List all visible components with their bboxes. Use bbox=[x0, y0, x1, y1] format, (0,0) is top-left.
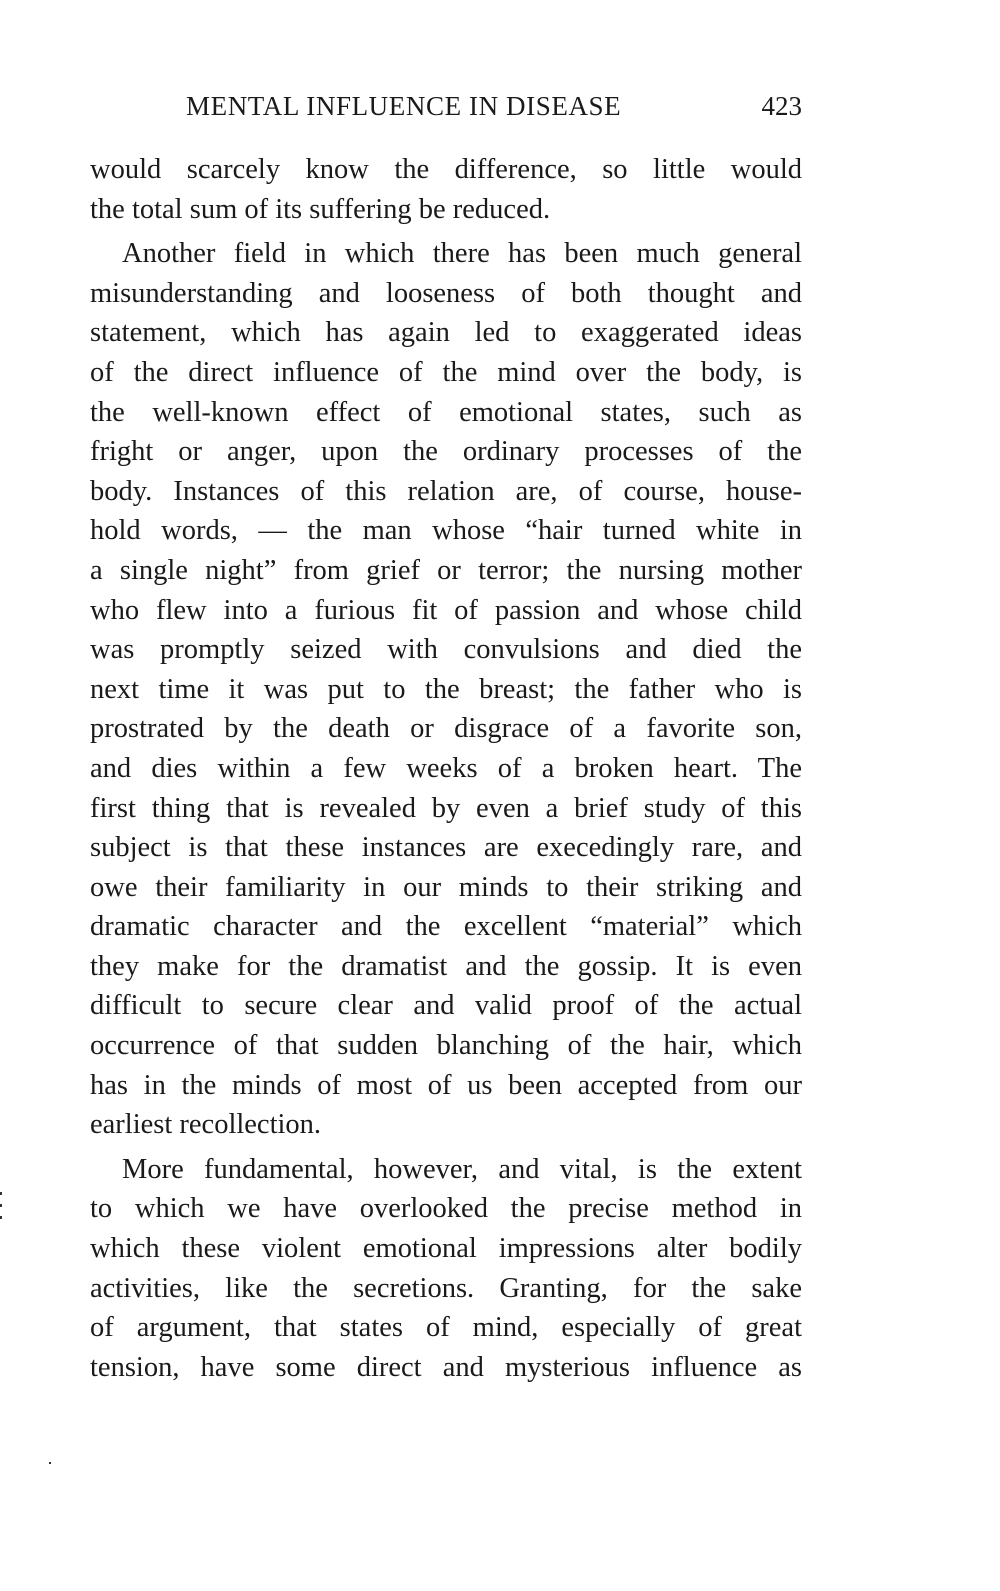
text-line: first thing that is revealed by even a brief study of this bbox=[90, 792, 802, 824]
text-line: a single night” from grief or terror; the nursing mother bbox=[90, 554, 802, 586]
page-number: 423 bbox=[761, 91, 802, 121]
paragraph-2 bbox=[90, 234, 802, 1145]
text-line: they make for the dramatist and the gossip. It is even bbox=[90, 950, 802, 982]
text-line: fright or anger, upon the ordinary processes of the bbox=[90, 436, 802, 468]
text-line: the well-known effect of emotional states, such as bbox=[90, 396, 802, 428]
text-line: dramatic character and the excellent “material” which bbox=[90, 911, 802, 943]
text-line: subject is that these instances are execedingly rare, and bbox=[90, 832, 802, 864]
text-line: has in the minds of most of us been accepted from our bbox=[90, 1069, 802, 1101]
paragraph-1 bbox=[90, 150, 802, 229]
text-line: who flew into a furious fit of passion and whose child bbox=[90, 594, 802, 626]
text-line: to which we have overlooked the precise method in bbox=[90, 1193, 802, 1225]
text-line: owe their familiarity in our minds to their striking and bbox=[90, 871, 802, 903]
text-line: tension, have some direct and mysterious influence as bbox=[90, 1351, 802, 1383]
text-line: difficult to secure clear and valid proof of the actual bbox=[90, 990, 802, 1022]
text-line: was promptly seized with convulsions and died the bbox=[90, 634, 802, 666]
text-line: occurrence of that sudden blanching of the hair, which bbox=[90, 1030, 802, 1062]
running-title: MENTAL INFLUENCE IN DISEASE bbox=[186, 91, 622, 121]
text-line: and dies within a few weeks of a broken heart. The bbox=[90, 752, 802, 784]
text-line: next time it was put to the breast; the father who is bbox=[90, 673, 802, 705]
text-line: misunderstanding and looseness of both thought and bbox=[90, 277, 802, 309]
text-line: of argument, that states of mind, especially of great bbox=[90, 1312, 802, 1344]
text-line: Another field in which there has been much general bbox=[122, 238, 802, 270]
running-head bbox=[90, 84, 802, 128]
body-text bbox=[90, 150, 802, 1387]
scan-speck bbox=[49, 1462, 51, 1464]
text-line: which these violent emotional impressions alter bodily bbox=[90, 1233, 802, 1265]
scan-speck bbox=[0, 1204, 2, 1207]
scan-speck bbox=[0, 1216, 2, 1219]
text-line: of the direct influence of the mind over the body, is bbox=[90, 356, 802, 388]
text-line: the total sum of its suffering be reduced. bbox=[90, 193, 551, 225]
paragraph-3 bbox=[90, 1150, 802, 1388]
text-line: activities, like the secretions. Granting, for the sake bbox=[90, 1272, 802, 1304]
scan-speck bbox=[0, 1192, 2, 1195]
text-line: body. Instances of this relation are, of course, house- bbox=[90, 475, 802, 507]
text-line: earliest recollection. bbox=[90, 1109, 322, 1141]
text-line: would scarcely know the difference, so little would bbox=[90, 154, 802, 185]
text-line: statement, which has again led to exaggerated ideas bbox=[90, 317, 802, 349]
text-line: More fundamental, however, and vital, is the extent bbox=[122, 1153, 802, 1185]
text-line: prostrated by the death or disgrace of a favorite son, bbox=[90, 713, 802, 745]
text-line: hold words, — the man whose “hair turned white in bbox=[90, 515, 802, 547]
